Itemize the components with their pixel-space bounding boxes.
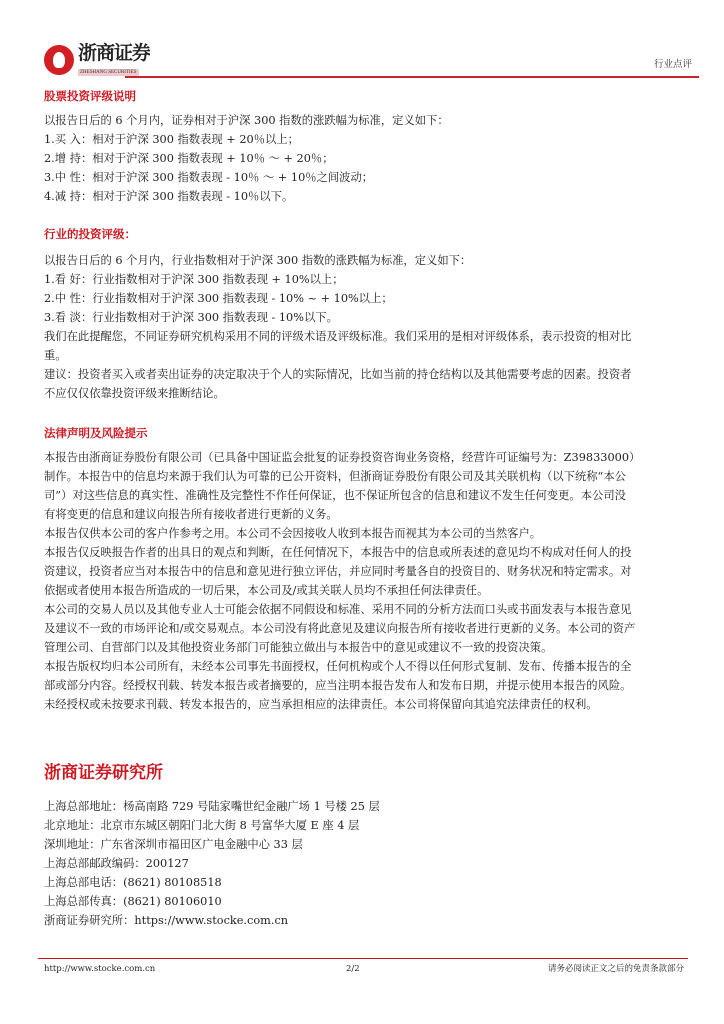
text-line: 以报告日后的 6 个月内，行业指数相对于沪深 300 指数的涨跌幅为标准，定义如下：	[44, 254, 472, 267]
text-line: 本报告由浙商证券股份有限公司（已具备中国证监会批复的证券投资咨询业务资格，经营许可证编号为：Z39833000）	[44, 451, 641, 464]
text-line: 本公司的交易人员以及其他专业人士可能会依据不同假设和标准、采用不同的分析方法而口头或书面发表与本报告意见	[44, 603, 632, 616]
footer-disclaimer-note: 请务必阅读正文之后的免责条款部分	[547, 964, 684, 974]
institute-name: 浙商证券研究所	[44, 763, 163, 783]
page-number: 2/2	[346, 964, 360, 974]
text-line: 本报告仅供本公司的客户作参考之用。本公司不会因接收人收到本报告而视其为本公司的当然客户。	[44, 527, 542, 540]
text-line: 1.看 好：行业指数相对于沪深 300 指数表现 + 10%以上；	[44, 273, 344, 286]
text-line: 本报告仅反映报告作者的出具日的观点和判断，在任何情况下，本报告中的信息或所表述的意见均不构成对任何人的投	[44, 546, 632, 559]
stock-rating-body	[44, 111, 684, 206]
text-line: 建议：投资者买入或者卖出证券的决定取决于个人的实际情况，比如当前的持仓结构以及其他需要考虑的因素。投资者	[44, 368, 632, 381]
text-line: 浙商证券研究所：https://www.stocke.com.cn	[44, 914, 289, 927]
report-type: 行业点评	[653, 59, 692, 70]
footer-url[interactable]: http://www.stocke.com.cn	[44, 964, 156, 974]
text-line: 本报告版权均归本公司所有，未经本公司事先书面授权，任何机构或个人不得以任何形式复制、发布、传播本报告的全	[44, 660, 632, 673]
text-line: 4.减 持：相对于沪深 300 指数表现 - 10％以下。	[44, 190, 294, 203]
industry-rating-title: 行业的投资评级：	[44, 227, 136, 241]
text-line: 我们在此提醒您，不同证券研究机构采用不同的评级术语及评级标准。我们采用的是相对评级体系，表示投资的相对比	[44, 330, 632, 343]
text-line: 管理公司、自营部门以及其他投资业务部门可能独立做出与本报告中的意见或建议不一致的投资决策。	[44, 641, 553, 654]
text-line: 2.增 持：相对于沪深 300 指数表现 + 10％ ～ + 20％；	[44, 152, 334, 165]
text-line: 有将变更的信息和建议向报告所有接收者进行更新的义务。	[44, 508, 338, 521]
company-logo	[44, 42, 154, 80]
text-line: 制作。本报告中的信息均来源于我们认为可靠的已公开资料，但浙商证券股份有限公司及其关联机构（以下统称“本公	[44, 470, 626, 483]
text-line: 上海总部邮政编码：200127	[44, 857, 189, 870]
text-line: 上海总部地址：杨高南路 729 号陆家嘴世纪金融广场 1 号楼 25 层	[44, 800, 380, 813]
text-line: 资建议，投资者应当对本报告中的信息和意见进行独立评估，并应同时考量各自的投资目的、财务状况和特定需求。对	[44, 565, 632, 578]
text-line: 未经授权或未按要求刊载、转发本报告的，应当承担相应的法律责任。本公司将保留向其追究法律责任的权利。	[44, 698, 598, 711]
header-divider	[125, 76, 699, 78]
text-line: 深圳地址：广东省深圳市福田区广电金融中心 33 层	[44, 838, 303, 851]
text-line: 及建议不一致的市场评论和/或交易观点。本公司没有将此意见及建议向报告所有接收者进行更新的义务。本公司的资产	[44, 622, 636, 635]
text-line: 司”）对这些信息的真实性、准确性及完整性不作任何保证，也不保证所包含的信息和建议不发生任何变更。本公司没	[44, 489, 626, 502]
text-line: 部或部分内容。经授权刊载、转发本报告或者摘要的，应当注明本报告发布人和发布日期，并提示使用本报告的风险。	[44, 679, 632, 692]
legal-title: 法律声明及风险提示	[44, 426, 148, 440]
text-line: 北京地址：北京市东城区朝阳门北大街 8 号富华大厦 E 座 4 层	[44, 819, 360, 832]
logo-english-name: ZHESHANG SECURITIES	[80, 70, 137, 75]
legal-body	[44, 448, 684, 714]
text-line: 不应仅仅依靠投资评级来推断结论。	[44, 387, 225, 400]
footer-divider	[38, 958, 688, 959]
text-line: 以报告日后的 6 个月内，证券相对于沪深 300 指数的涨跌幅为标准，定义如下：	[44, 114, 449, 127]
text-line: 3.看 淡：行业指数相对于沪深 300 指数表现 - 10%以下。	[44, 311, 338, 324]
institute-contacts	[44, 797, 684, 930]
stock-rating-title: 股票投资评级说明	[44, 89, 136, 103]
text-line: 3.中 性：相对于沪深 300 指数表现 - 10％ ～ + 10％之间波动；	[44, 171, 374, 184]
text-line: 上海总部电话：(8621) 80108518	[44, 876, 222, 889]
text-line: 2.中 性：行业指数相对于沪深 300 指数表现 - 10% ~ + 10%以上；	[44, 292, 393, 305]
text-line: 依据或者使用本报告所造成的一切后果，本公司及/或其关联人员均不承担任何法律责任。	[44, 584, 489, 597]
text-line: 上海总部传真：(8621) 80106010	[44, 895, 222, 908]
logo-name: 浙商证券	[78, 42, 151, 64]
logo-mark-icon	[44, 45, 74, 75]
industry-rating-body	[44, 251, 684, 403]
text-line: 重。	[44, 349, 67, 362]
text-line: 1.买 入：相对于沪深 300 指数表现 + 20％以上；	[44, 133, 299, 146]
